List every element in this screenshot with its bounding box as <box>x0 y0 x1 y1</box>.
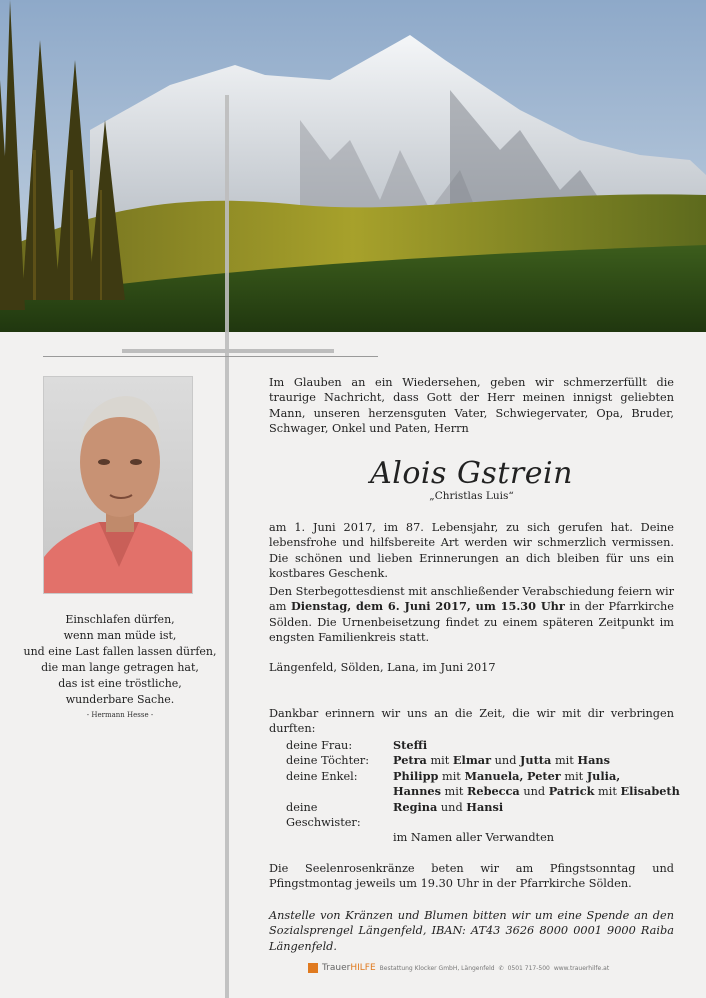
connector-text: mit <box>440 785 468 799</box>
urn-text: Die Urnenbeisetzung findet zu einem späteren Zeitpunkt im engsten Familienkreis statt. <box>269 615 675 645</box>
family-row <box>286 769 680 784</box>
poem-line: das ist eine tröstliche, <box>58 677 182 690</box>
family-name: Julia, <box>586 768 621 783</box>
phone-icon: ✆ <box>498 964 504 972</box>
family-name: Patrick <box>548 784 595 799</box>
poem-author: - Hermann Hesse - <box>86 711 154 719</box>
connector-text: mit <box>438 769 465 783</box>
family-name: Steffi <box>393 738 428 752</box>
connector-text: mit <box>426 754 453 768</box>
family-list <box>286 738 680 846</box>
family-row <box>286 753 680 768</box>
trauerhilfe-logo-icon <box>308 963 318 973</box>
connector-text: und <box>437 800 467 814</box>
deceased-nickname: „Christlas Luis“ <box>429 490 514 502</box>
family-label-spacer <box>286 784 393 799</box>
family-name: Elmar <box>452 753 492 768</box>
family-name: Petra <box>393 753 427 768</box>
connector-text: und <box>519 785 549 799</box>
family-name: Jutta <box>520 753 552 768</box>
family-label: deine Geschwister: <box>286 800 361 830</box>
family-name: Rebecca <box>467 784 520 799</box>
company-name: Bestattung Klocker GmbH, Längenfeld <box>379 964 495 972</box>
portrait-photo <box>43 376 193 594</box>
family-label: deine Enkel: <box>286 769 358 783</box>
cross-horizontal-bar <box>122 349 334 353</box>
family-label: deine Töchter: <box>286 754 370 768</box>
family-name: Peter <box>527 768 561 783</box>
family-row <box>286 800 680 831</box>
website: www.trauerhilfe.at <box>553 964 610 972</box>
family-row <box>286 784 680 799</box>
connector-text: mit <box>560 769 587 783</box>
family-row <box>286 738 680 753</box>
poem <box>20 612 220 721</box>
service-place: in der Pfarrkirche Sölden. <box>269 600 674 629</box>
connector-text: mit <box>594 785 621 799</box>
family-name: Regina <box>393 799 438 814</box>
family-name: Hansi <box>466 799 504 814</box>
family-name: Philipp <box>393 768 439 783</box>
intro-text: Im Glauben an ein Wiedersehen, geben wir schmerzerfüllt die traurige Nachricht, dass Gott der Herr meinen innigst geliebten Mann, unseren herzensguten Vater, Schwiegervater, Opa, Bruder, Schwager, Onkel und Paten, Herrn <box>269 376 674 436</box>
brand-part: Trauer <box>322 963 351 973</box>
deceased-name: Alois Gstrein <box>370 456 573 491</box>
footer <box>308 963 609 973</box>
poem-line: und eine Last fallen lassen dürfen, <box>23 645 217 658</box>
divider-line <box>43 356 378 357</box>
phone-number: 0501 717-500 <box>507 964 550 972</box>
poem-line: Einschlafen dürfen, <box>65 613 175 626</box>
family-label-spacer <box>286 830 393 845</box>
donation-text: Anstelle von Kränzen und Blumen bitten wir um eine Spende an den Sozialsprengel Längenfeld, IBAN: AT43 3626 8000 0001 9000 Raiba Längenfeld. <box>269 909 674 953</box>
family-row <box>286 830 680 845</box>
place-date: Längenfeld, Sölden, Lana, im Juni 2017 <box>269 661 496 674</box>
poem-line: wunderbare Sache. <box>65 693 175 706</box>
family-name: Hans <box>577 753 610 768</box>
poem-line: wenn man müde ist, <box>63 629 177 642</box>
connector-text: mit <box>551 754 578 768</box>
family-name: Manuela, <box>464 768 524 783</box>
thanks-text: Dankbar erinnern wir uns an die Zeit, die wir mit dir verbringen durften: <box>269 707 674 736</box>
service-text <box>269 584 674 646</box>
mountain-landscape-image <box>0 0 706 332</box>
family-name: Hannes <box>393 784 441 799</box>
brand-name <box>322 963 376 973</box>
cross-vertical-bar <box>225 95 229 998</box>
relatives-text: im Namen aller Verwandten <box>393 831 555 845</box>
service-pre: Den Sterbegottesdienst mit anschließender Verabschiedung feiern wir am <box>269 585 675 614</box>
connector-text: und <box>491 754 521 768</box>
brand-part: HILFE <box>350 963 376 973</box>
death-text: am 1. Juni 2017, im 87. Lebensjahr, zu sich gerufen hat. Deine lebensfrohe und hilfsbereite Art werden wir schmerzlich vermissen. Die schönen und lieben Erinnerungen an dich bleiben für uns ein kostbares Geschenk. <box>269 521 674 581</box>
rosary-text: Die Seelenrosenkränze beten wir am Pfingstsonntag und Pfingstmontag jeweils um 19.30 Uhr in der Pfarrkirche Sölden. <box>269 862 674 891</box>
family-name: Elisabeth <box>620 784 680 799</box>
family-label: deine Frau: <box>286 739 353 752</box>
poem-line: die man lange getragen hat, <box>41 661 199 674</box>
service-date: Dienstag, dem 6. Juni 2017, um 15.30 Uhr <box>290 599 565 614</box>
